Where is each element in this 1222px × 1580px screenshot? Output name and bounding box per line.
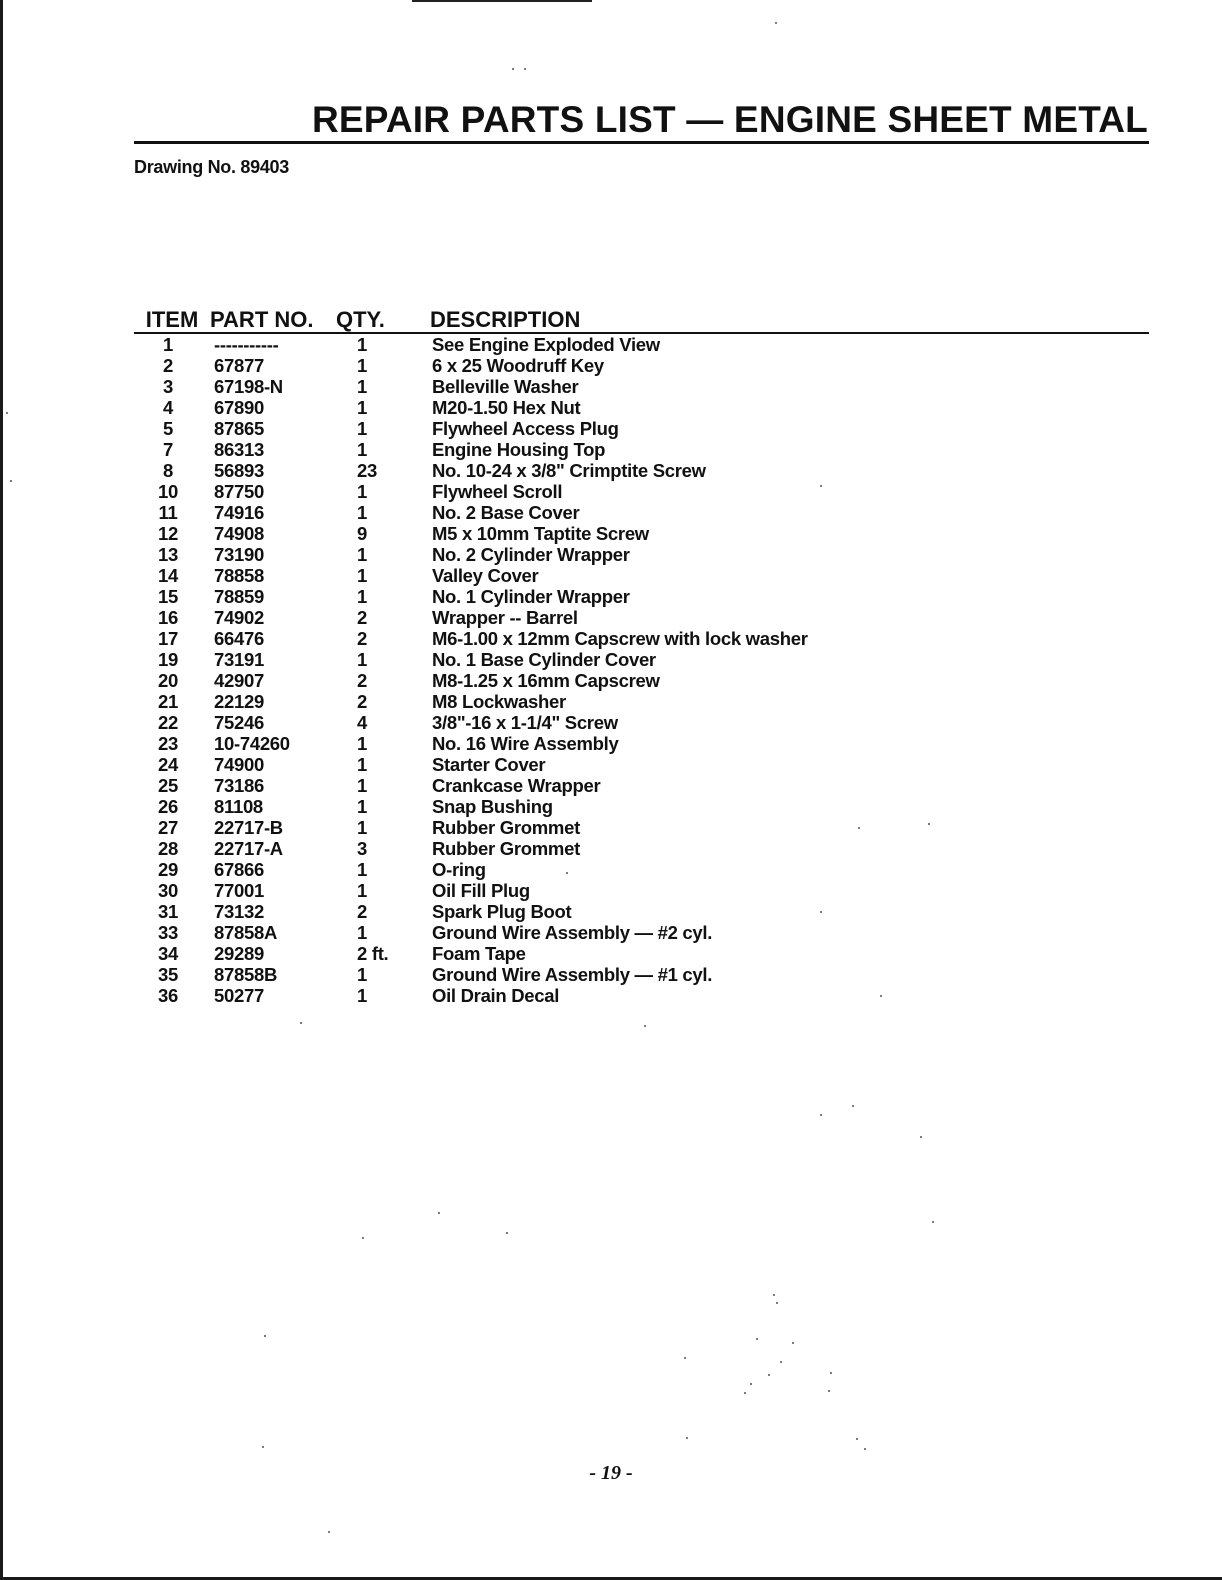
cell-description: No. 2 Cylinder Wrapper — [432, 544, 630, 565]
cell-item: 14 — [158, 565, 178, 586]
scan-speck — [820, 911, 822, 913]
scan-speck — [858, 827, 860, 829]
cell-qty: 1 — [357, 544, 367, 565]
cell-description: Foam Tape — [432, 943, 526, 964]
table-row — [134, 523, 1149, 544]
header-item: ITEM — [134, 307, 210, 333]
table-row — [134, 649, 1149, 670]
cell-description: No. 1 Cylinder Wrapper — [432, 586, 630, 607]
cell-description: Rubber Grommet — [432, 817, 580, 838]
cell-description: Oil Fill Plug — [432, 880, 530, 901]
cell-qty: 1 — [357, 565, 367, 586]
table-row — [134, 397, 1149, 418]
scan-speck — [820, 485, 822, 487]
cell-qty: 1 — [357, 397, 367, 418]
scan-speck — [262, 1446, 264, 1448]
cell-item: 4 — [163, 397, 173, 418]
table-row — [134, 460, 1149, 481]
table-row — [134, 796, 1149, 817]
cell-qty: 2 ft. — [357, 943, 389, 964]
page-title: REPAIR PARTS LIST — ENGINE SHEET METAL — [311, 99, 1148, 140]
cell-description: Belleville Washer — [432, 376, 579, 397]
scan-speck — [852, 1105, 854, 1107]
scan-speck — [775, 22, 777, 24]
cell-description: M20-1.50 Hex Nut — [432, 397, 581, 418]
table-row — [134, 670, 1149, 691]
table-row — [134, 943, 1149, 964]
cell-description: M6-1.00 x 12mm Capscrew with lock washer — [432, 628, 808, 649]
table-row — [134, 418, 1149, 439]
cell-qty: 1 — [357, 481, 367, 502]
scan-speck — [6, 412, 8, 414]
cell-part-no: 87750 — [214, 481, 264, 502]
cell-item: 30 — [158, 880, 178, 901]
cell-part-no: 67866 — [214, 859, 264, 880]
table-row — [134, 901, 1149, 922]
scan-top-mark — [412, 0, 592, 2]
scan-speck — [686, 1437, 688, 1439]
cell-qty: 1 — [357, 775, 367, 796]
scan-speck — [780, 1361, 782, 1363]
scan-speck — [684, 1357, 686, 1359]
cell-item: 33 — [158, 922, 178, 943]
cell-part-no: 73186 — [214, 775, 264, 796]
cell-part-no: 87858B — [214, 964, 278, 985]
table-row — [134, 502, 1149, 523]
scan-speck — [928, 823, 930, 825]
scan-speck — [644, 1025, 646, 1027]
cell-description: Engine Housing Top — [432, 439, 606, 460]
scan-speck — [756, 1338, 758, 1340]
scan-speck — [773, 1294, 775, 1296]
cell-qty: 9 — [357, 523, 367, 544]
cell-qty: 2 — [357, 691, 367, 712]
drawing-number: Drawing No. 89403 — [134, 157, 289, 177]
cell-item: 5 — [163, 418, 173, 439]
cell-qty: 4 — [357, 712, 367, 733]
cell-qty: 1 — [357, 964, 367, 985]
cell-description: Ground Wire Assembly — #2 cyl. — [432, 922, 713, 943]
table-row — [134, 544, 1149, 565]
scan-speck — [328, 1531, 330, 1533]
cell-qty: 1 — [357, 649, 367, 670]
cell-qty: 1 — [357, 880, 367, 901]
cell-item: 19 — [158, 649, 178, 670]
cell-item: 11 — [158, 502, 178, 523]
scan-speck — [768, 1374, 770, 1376]
cell-description: No. 10-24 x 3/8" Crimptite Screw — [432, 460, 706, 481]
table-row — [134, 733, 1149, 754]
cell-part-no: 22129 — [214, 691, 264, 712]
scan-speck — [750, 1383, 752, 1385]
cell-qty: 1 — [357, 355, 367, 376]
cell-item: 31 — [158, 901, 178, 922]
cell-qty: 2 — [357, 670, 367, 691]
cell-description: Crankcase Wrapper — [432, 775, 601, 796]
cell-part-no: 86313 — [214, 439, 264, 460]
table-row — [134, 439, 1149, 460]
cell-qty: 2 — [357, 901, 367, 922]
title-rule — [134, 141, 1149, 144]
cell-item: 26 — [158, 796, 178, 817]
scan-speck — [792, 1342, 794, 1344]
cell-description: 6 x 25 Woodruff Key — [432, 355, 604, 376]
cell-part-no: 22717-A — [214, 838, 283, 859]
cell-part-no: 73132 — [214, 901, 264, 922]
cell-part-no: 29289 — [214, 943, 264, 964]
scan-speck — [856, 1438, 858, 1440]
cell-description: Flywheel Access Plug — [432, 418, 619, 439]
scan-speck — [566, 872, 568, 874]
cell-qty: 1 — [357, 922, 367, 943]
cell-part-no: 78859 — [214, 586, 264, 607]
table-row — [134, 628, 1149, 649]
cell-item: 12 — [158, 523, 178, 544]
cell-part-no: 87858A — [214, 922, 278, 943]
parts-table-body — [134, 333, 1149, 1006]
cell-item: 7 — [163, 439, 173, 460]
cell-item: 20 — [158, 670, 178, 691]
cell-description: Valley Cover — [432, 565, 539, 586]
cell-qty: 1 — [357, 439, 367, 460]
table-row — [134, 859, 1149, 880]
page-number: - 19 - — [589, 1462, 633, 1484]
cell-part-no: 87865 — [214, 418, 264, 439]
parts-table — [134, 307, 1149, 1006]
scan-speck — [300, 1022, 302, 1024]
cell-qty: 1 — [357, 502, 367, 523]
cell-description: No. 2 Base Cover — [432, 502, 580, 523]
table-header-row — [134, 307, 1149, 333]
cell-part-no: 74916 — [214, 502, 264, 523]
table-row — [134, 691, 1149, 712]
cell-qty: 1 — [357, 796, 367, 817]
cell-description: Ground Wire Assembly — #1 cyl. — [432, 964, 713, 985]
scan-speck — [524, 68, 526, 70]
scan-speck — [830, 1372, 832, 1374]
cell-item: 23 — [158, 733, 178, 754]
scan-speck — [512, 68, 514, 70]
cell-part-no: 50277 — [214, 985, 264, 1006]
table-row — [134, 964, 1149, 985]
cell-description: Rubber Grommet — [432, 838, 580, 859]
cell-description: No. 1 Base Cylinder Cover — [432, 649, 656, 670]
scan-speck — [880, 995, 882, 997]
cell-description: M8 Lockwasher — [432, 691, 566, 712]
cell-part-no: 67890 — [214, 397, 264, 418]
cell-part-no: 75246 — [214, 712, 264, 733]
scan-speck — [920, 1136, 922, 1138]
table-row — [134, 880, 1149, 901]
cell-description: O-ring — [432, 859, 486, 880]
cell-description: Spark Plug Boot — [432, 901, 572, 922]
cell-description: M8-1.25 x 16mm Capscrew — [432, 670, 660, 691]
cell-part-no: 10-74260 — [214, 733, 290, 754]
table-row — [134, 376, 1149, 397]
header-description: DESCRIPTION — [430, 307, 1149, 333]
cell-description: Wrapper -- Barrel — [432, 607, 578, 628]
table-row — [134, 754, 1149, 775]
cell-part-no: 81108 — [214, 796, 263, 817]
scan-speck — [828, 1390, 830, 1392]
cell-description: Snap Bushing — [432, 796, 553, 817]
cell-qty: 1 — [357, 376, 367, 397]
cell-item: 3 — [163, 376, 173, 397]
cell-qty: 1 — [357, 733, 367, 754]
cell-part-no: 42907 — [214, 670, 264, 691]
cell-part-no: ----------- — [214, 334, 279, 355]
cell-description: Flywheel Scroll — [432, 481, 563, 502]
cell-description: M5 x 10mm Taptite Screw — [432, 523, 649, 544]
cell-part-no: 67877 — [214, 355, 264, 376]
cell-qty: 2 — [357, 607, 367, 628]
cell-part-no: 73190 — [214, 544, 264, 565]
table-row — [134, 481, 1149, 502]
scan-speck — [362, 1237, 364, 1239]
table-row — [134, 985, 1149, 1006]
cell-qty: 1 — [357, 586, 367, 607]
scan-speck — [264, 1335, 266, 1337]
cell-item: 29 — [158, 859, 178, 880]
cell-part-no: 22717-B — [214, 817, 283, 838]
header-part-no: PART NO. — [210, 307, 336, 333]
cell-description: Starter Cover — [432, 754, 546, 775]
cell-part-no: 77001 — [214, 880, 264, 901]
scan-speck — [932, 1221, 934, 1223]
scan-speck — [820, 1114, 822, 1116]
cell-qty: 1 — [357, 859, 367, 880]
cell-item: 21 — [158, 691, 178, 712]
cell-item: 22 — [158, 712, 178, 733]
scan-speck — [776, 1302, 778, 1304]
cell-item: 10 — [158, 481, 178, 502]
cell-part-no: 73191 — [214, 649, 264, 670]
cell-description: 3/8"-16 x 1-1/4" Screw — [432, 712, 618, 733]
table-row — [134, 817, 1149, 838]
cell-item: 36 — [158, 985, 178, 1006]
scan-speck — [438, 1212, 440, 1214]
cell-qty: 1 — [357, 418, 367, 439]
scan-speck — [506, 1232, 508, 1234]
cell-part-no: 67198-N — [214, 376, 283, 397]
cell-item: 15 — [158, 586, 178, 607]
table-row — [134, 565, 1149, 586]
table-row — [134, 333, 1149, 355]
table-row — [134, 838, 1149, 859]
cell-part-no: 74900 — [214, 754, 264, 775]
cell-item: 25 — [158, 775, 178, 796]
table-row — [134, 712, 1149, 733]
cell-item: 8 — [163, 460, 173, 481]
scan-speck — [10, 480, 12, 482]
table-row — [134, 922, 1149, 943]
cell-qty: 1 — [357, 334, 367, 355]
table-row — [134, 607, 1149, 628]
cell-qty: 1 — [357, 817, 367, 838]
cell-item: 28 — [158, 838, 178, 859]
table-row — [134, 355, 1149, 376]
cell-part-no: 66476 — [214, 628, 264, 649]
cell-item: 13 — [158, 544, 178, 565]
cell-item: 27 — [158, 817, 178, 838]
table-row — [134, 586, 1149, 607]
cell-description: See Engine Exploded View — [432, 334, 660, 355]
cell-description: Oil Drain Decal — [432, 985, 560, 1006]
cell-item: 24 — [158, 754, 178, 775]
cell-part-no: 78858 — [214, 565, 264, 586]
header-qty: QTY. — [336, 307, 430, 333]
cell-part-no: 74908 — [214, 523, 264, 544]
scan-speck — [744, 1392, 746, 1394]
cell-item: 35 — [158, 964, 178, 985]
cell-qty: 1 — [357, 754, 367, 775]
cell-description: No. 16 Wire Assembly — [432, 733, 619, 754]
cell-qty: 2 — [357, 628, 367, 649]
cell-part-no: 56893 — [214, 460, 264, 481]
cell-part-no: 74902 — [214, 607, 264, 628]
cell-qty: 3 — [357, 838, 367, 859]
cell-item: 1 — [163, 334, 173, 355]
cell-item: 16 — [158, 607, 178, 628]
scan-speck — [864, 1448, 866, 1450]
table-row — [134, 775, 1149, 796]
cell-item: 34 — [158, 943, 178, 964]
cell-qty: 1 — [357, 985, 367, 1006]
cell-item: 17 — [158, 628, 178, 649]
cell-qty: 23 — [357, 460, 377, 481]
cell-item: 2 — [163, 355, 173, 376]
scan-left-edge — [0, 0, 3, 1580]
